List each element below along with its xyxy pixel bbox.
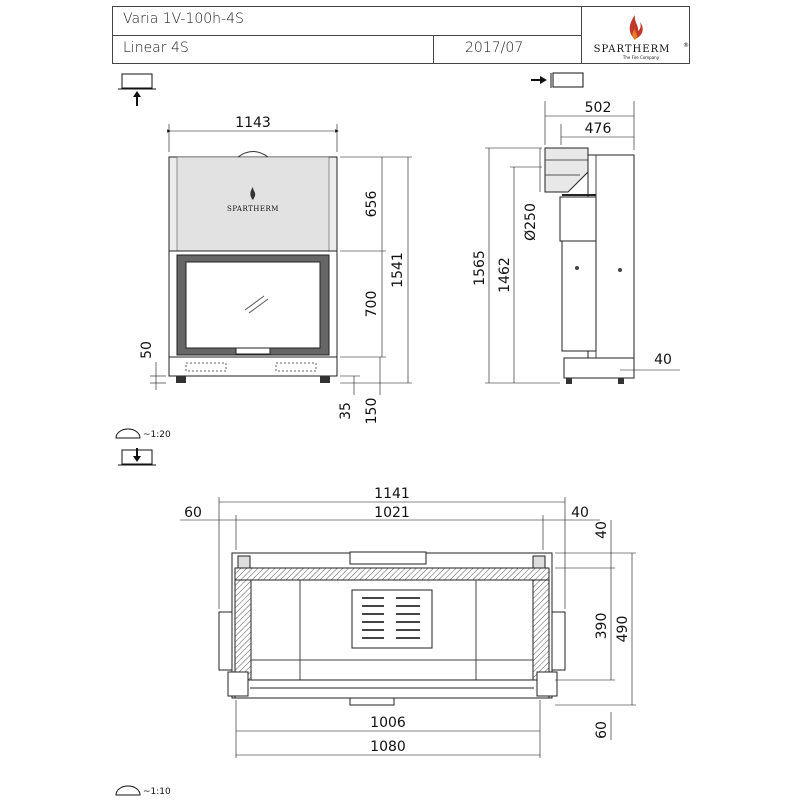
side-flue-height-label: 1462 <box>497 257 513 293</box>
scale-ruler-icon <box>116 786 140 795</box>
plan-depth-total-label: 490 <box>615 615 631 643</box>
brand-tagline: The Fire Company <box>622 55 660 60</box>
plan-view <box>180 486 636 758</box>
front-width-label: 1143 <box>235 115 271 131</box>
plan-inner-width-label: 1021 <box>374 505 410 521</box>
side-view <box>472 100 680 384</box>
front-base-height-label: 150 <box>364 397 380 425</box>
front-upper-height-label: 656 <box>364 190 380 218</box>
plan-left-offset-label: 60 <box>184 505 202 521</box>
side-flue-diameter-label: Ø250 <box>523 203 539 241</box>
scale-lower-label: ~1:10 <box>143 787 171 797</box>
view-from-front-icon <box>118 74 156 106</box>
scale-ruler-icon <box>116 429 140 438</box>
brand-registered-mark: ® <box>683 42 689 49</box>
plan-depth-inner-label: 390 <box>594 612 610 640</box>
scale-upper-label: ~1:20 <box>143 430 171 440</box>
plan-bottom-offset-label: 60 <box>594 721 610 739</box>
view-from-side-icon <box>531 73 583 88</box>
front-glass-height-label: 700 <box>364 290 380 318</box>
side-depth-inner-label: 476 <box>584 121 612 137</box>
side-depth-outer-label: 502 <box>584 100 612 116</box>
plan-top-offset-label: 40 <box>594 521 610 539</box>
series-name: Linear 4S <box>123 40 189 56</box>
plan-total-width-label: 1141 <box>374 486 410 502</box>
view-from-top-icon <box>118 448 156 465</box>
plan-bottom-width-inner-label: 1006 <box>370 715 406 731</box>
side-foot-offset-label: 40 <box>654 352 672 368</box>
side-total-height-label: 1565 <box>472 250 488 286</box>
plan-bottom-width-total-label: 1080 <box>370 739 406 755</box>
front-total-height-label: 1541 <box>390 252 406 288</box>
front-view <box>139 115 412 424</box>
front-bottom-offset-label: 50 <box>139 341 155 359</box>
front-brand-plate: SPARTHERM <box>227 205 279 213</box>
brand-name: SPARTHERM <box>593 44 671 55</box>
front-foot-height-label: 35 <box>338 402 354 420</box>
drawing-date: 2017/07 <box>465 40 524 56</box>
model-name: Varia 1V-100h-4S <box>123 11 244 27</box>
plan-right-offset-label: 40 <box>571 505 589 521</box>
